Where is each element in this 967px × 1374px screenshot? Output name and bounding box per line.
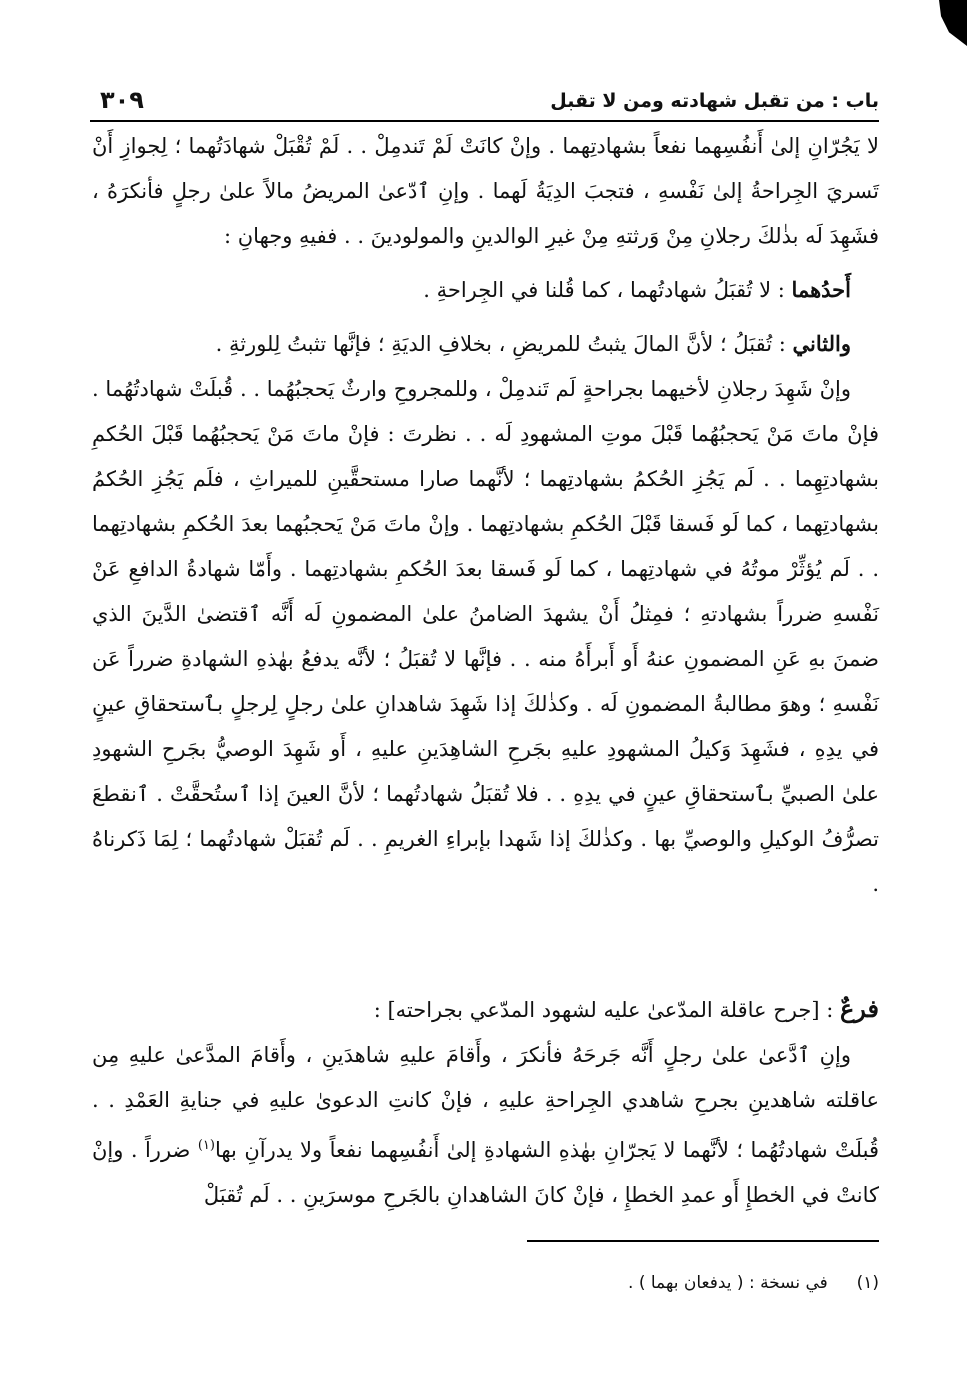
- footnote-number: (١): [856, 1273, 879, 1293]
- paragraph-3: [92, 321, 879, 367]
- paragraph-1: لا يَجُرّانِ إلىٰ أَنفُسِهما نفعاً بشهادتِهما . وإنْ كانَتْ لَمْ تَندمِلْ . . لَمْ تُقْبَلْ شهادَتُهما ؛ لِجوازِ أَنْ تَسريَ الجِراحةُ إلىٰ نَفْسهِ ، فتجبَ الدِيَةُ لَهما . وإنِ ٱدّعىٰ المريضُ مالاً علىٰ رجلٍ فأنكرَهُ ، فشَهِدَ لَه بذٰلكَ رجلانِ مِنْ وَرثتهِ مِنْ غيرِ الوالدينِ والمولودينَ . . ففيهِ وجهانِ :: [92, 134, 879, 248]
- branch-label: فرعٌ: [839, 994, 879, 1023]
- paragraph-4: وإنْ شَهِدَ رجلانِ لأخيهما بجراحةٍ لَم تَندمِلْ ، وللمجروحِ وارثٌ يَحجبُهُما . . قُبلَتْ شهادتُهُما . فإنْ ماتَ مَنْ يَحجبُهُما قَبْلَ موتِ المشهودِ لَه . . نظرتَ : فإنْ ماتَ مَنْ يَحجبُهُما قَبْلَ الحُكمِ بشهادتِهِما . . لَم يَجُزِ الحُكمُ بشهادتِهما ؛ لأنَّهما صارا مستحقَّينِ للميراثِ ، فلَم يَجُزِ الحُكمُ بشهادتِهما ، كما لَو فَسقا قَبْلَ الحُكمِ بشهادتِهما . وإنْ ماتَ مَنْ يَحجبُهما بعدَ الحُكمِ بشهادتِهما . . لَم يُؤثِّرْ موتُهُ في شهادتِهما ، كما لَو فَسقا بعدَ الحُكمِ بشهادتِهما . وأَمّا شهادةُ الدافعِ عَنْ نَفْسهِ ضرراً بشهادتهِ ؛ فمِثلُ أَنْ يشهدَ الضامنُ علىٰ المضمونِ لَه أَنَّه ٱقتضىٰ الدَّينَ الذي ضمنَ بهِ عَنِ المضمونِ عنهُ أَو أَبرأَهُ منه . . فإنَّها لا تُقبَلُ ؛ لأنَّه يدفعُ بهٰذهِ الشهادةِ ضرراً عَن نَفْسهِ ؛ وهوَ مطالبةُ المضمونِ لَه . وكذٰلكَ إذا شَهِدَ شاهدانِ علىٰ رجلٍ لِرجلٍ بٱستحقاقِ عينٍ في يدِهِ ، فشَهِدَ وَكيلُ المشهودِ عليهِ بجَرحِ الشاهِدَينِ عليهِ ، أَو شَهِدَ الوصيُّ بجَرحِ الشهودِ علىٰ الصبيِّ بٱستحقاقِ عينٍ في يدِهِ . . فلا تُقبَلُ شهادتُهما ؛ لأنَّ العينَ إذا ٱستُحقَّتْ . ٱنقطعَ تصرُّفُ الوكيلِ والوصيِّ بها . وكذٰلكَ إذا شَهدا بإبراءِ الغريمِ . . لَم تُقبَلْ شهادتُهما ؛ لِمَا ذَكرناهُ .: [92, 377, 879, 896]
- page-number: ٣٠٩: [100, 86, 144, 114]
- paragraph-2: [92, 267, 879, 313]
- footnote: [628, 1273, 879, 1293]
- footnote-reference: (١): [197, 1138, 215, 1153]
- branch-section: [92, 986, 879, 1218]
- footnote-divider: [527, 1240, 879, 1242]
- page-corner-mark: [927, 0, 967, 46]
- branch-paragraph: [92, 1033, 879, 1218]
- main-text: [92, 124, 879, 907]
- branch-heading: [92, 986, 879, 1033]
- branch-title: : [جرح عاقلة المدّعىٰ عليه لشهود المدّعي بجراحته] :: [373, 998, 840, 1022]
- page-header: [90, 88, 879, 122]
- branch-text-2: ضرراً . وإنْ كانتْ في الخطإِ أَو عمدِ الخطإِ ، فإنْ كانَ الشاهدانِ بالجَرحِ موسرَينِ . . لَم تُقبَلْ: [92, 1138, 879, 1207]
- second-view-text: : تُقبَلُ ؛ لأنَّ المالَ يثبتُ للمريضِ ، بخلافِ الديَةِ ؛ فإنَّها تثبتُ لِلورثةِ .: [215, 332, 793, 356]
- footnote-text: في نسخة : ( يدفعان بهما ) .: [628, 1273, 828, 1293]
- first-view-label: أَحدُهما: [791, 277, 851, 302]
- chapter-title: باب : من تقبل شهادته ومن لا تقبل: [550, 90, 879, 112]
- branch-text-1: وإنِ ٱدَّعىٰ علىٰ رجلٍ أَنَّه جَرحَهُ فأنكرَ ، وأَقامَ عليهِ شاهدَينِ ، وأَقامَ المدَّعىٰ عليهِ مِن عاقلته شاهدينِ بجرحِ شاهدي الجِراحةِ عليهِ ، فإنْ كانتِ الدعوىٰ عليهِ في جنايةِ العَمْدِ . . قُبلَتْ شهادتُهُما ؛ لأنَّهما لا يَجرّانِ بهٰذهِ الشهادةِ إلىٰ أَنفُسِهما نفعاً ولا يدرآنِ بها: [92, 1043, 879, 1162]
- first-view-text: : لا تُقبَلُ شهادتُهما ، كما قُلنا في الجِراحةِ .: [423, 278, 792, 302]
- second-view-label: والثاني: [792, 331, 851, 356]
